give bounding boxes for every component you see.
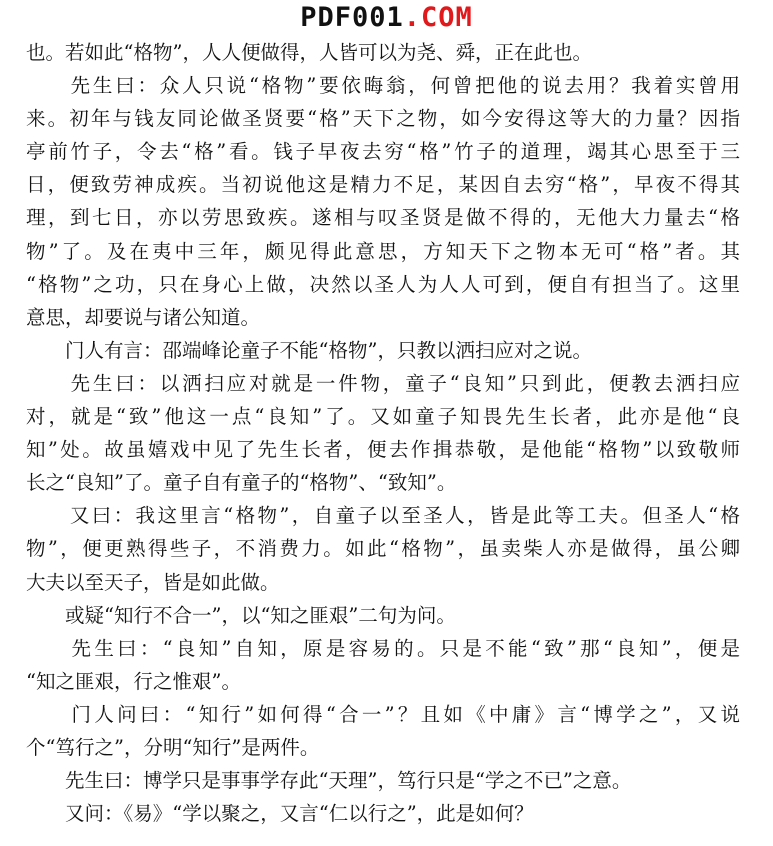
paragraph (26, 36, 740, 69)
paragraph (26, 334, 740, 367)
text-line: 知”处。故虽嬉戏中见了先生长者，便去作揖恭敬，是他能“格物”以致敬师 (26, 438, 740, 462)
text-line: 先生曰：“良知”自知，原是容易的。只是不能“致”那“良知”，便是 (26, 636, 740, 660)
text-line: 亭前竹子，令去“格”看。钱子早夜去穷“格”竹子的道理，竭其心思至于三 (26, 140, 740, 164)
text-line: 意思，却要说与诸公知道。 (26, 305, 261, 329)
text-line: 又曰：我这里言“格物”，自童子以至圣人，皆是此等工夫。但圣人“格 (26, 504, 740, 528)
paragraph (26, 764, 740, 797)
text-line: 物”了。及在夷中三年，颇见得此意思，方知天下之物本无可“格”者。其 (26, 239, 740, 263)
text-line: 先生曰：众人只说“格物”要依晦翁，何曾把他的说去用？我着实曾用 (26, 74, 740, 98)
text-line: 先生曰：博学只是事事学存此“天理”，笃行只是“学之不已”之意。 (26, 769, 632, 793)
text-line: 大夫以至天子，皆是如此做。 (26, 570, 280, 594)
text-line: 个“笃行之”，分明“知行”是两件。 (26, 735, 320, 759)
text-line: 门人问曰：“知行”如何得“合一”？且如《中庸》言“博学之”，又说 (26, 702, 740, 726)
text-line: 物”，便更熟得些子，不消费力。如此“格物”，虽卖柴人亦是做得，虽公卿 (26, 537, 740, 561)
text-line: 或疑“知行不合一”，以“知之匪艰”二句为问。 (26, 603, 456, 627)
paragraph (26, 632, 740, 698)
text-line: “知之匪艰，行之惟艰”。 (26, 669, 241, 693)
text-line: 也。若如此“格物”，人人便做得，人皆可以为尧、舜，正在此也。 (26, 41, 592, 64)
watermark-logo (0, 2, 773, 34)
paragraph (26, 797, 740, 830)
text-line: 理，到七日，亦以劳思致疾。遂相与叹圣贤是做不得的，无他大力量去“格 (26, 206, 740, 230)
text-line: 日，便致劳神成疾。当初说他这是精力不足，某因自去穷“格”，早夜不得其 (26, 173, 740, 197)
text-line: 长之“良知”了。童子自有童子的“格物”、“致知”。 (26, 471, 457, 495)
paragraph (26, 69, 740, 334)
text-line: 来。初年与钱友同论做圣贤要“格”天下之物，如今安得这等大的力量？因指 (26, 107, 740, 131)
watermark-domain: .COM (403, 2, 473, 33)
text-line: 先生曰：以洒扫应对就是一件物，童子“良知”只到此，便教去洒扫应 (26, 371, 740, 395)
book-page-text (26, 36, 740, 830)
text-line: 门人有言：邵端峰论童子不能“格物”，只教以洒扫应对之说。 (26, 338, 592, 362)
watermark-text: PDF001 (300, 2, 404, 33)
text-line: 对，就是“致”他这一点“良知”了。又如童子知畏先生长者，此亦是他“良 (26, 405, 740, 429)
paragraph (26, 367, 740, 499)
paragraph (26, 499, 740, 598)
paragraph (26, 599, 740, 632)
paragraph (26, 698, 740, 764)
text-line: 又问：《易》“学以聚之，又言“仁以行之”，此是如何？ (26, 802, 534, 826)
text-line: “格物”之功，只在身心上做，决然以圣人为人人可到，便自有担当了。这里 (26, 272, 740, 296)
